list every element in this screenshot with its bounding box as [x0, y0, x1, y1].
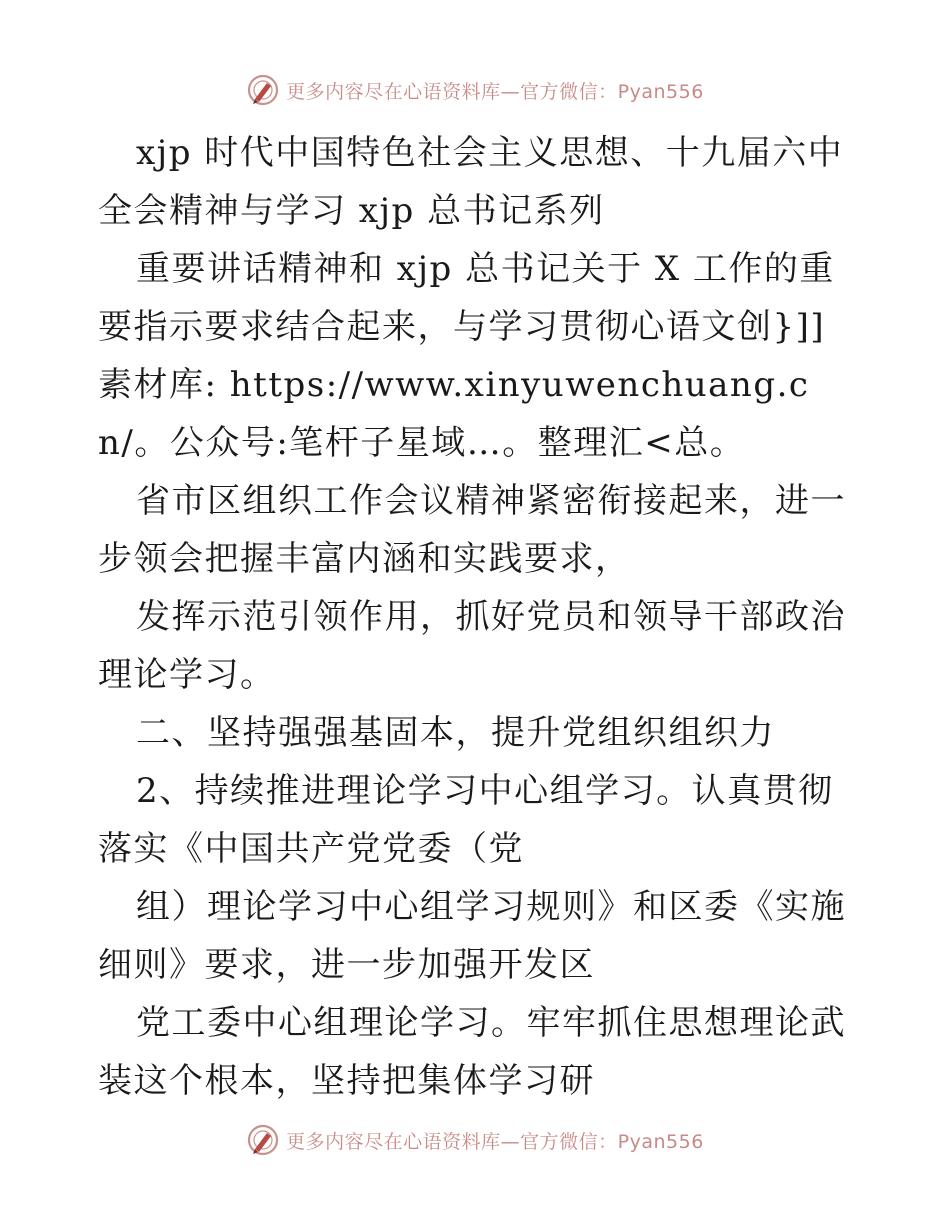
paragraph: 组）理论学习中心组学习规则》和区委《实施细则》要求，进一步加强开发区 [98, 887, 846, 985]
paragraph: xjp 时代中国特色社会主义思想、十九届六中全会精神与学习 xjp 总书记系列 [98, 133, 844, 231]
document-body [98, 124, 858, 1110]
paragraph: 发挥示范引领作用，抓好党员和领导干部政治理论学习。 [98, 597, 846, 695]
paragraph: 党工委中心组理论学习。牢牢抓住思想理论武装这个根本，坚持把集体学习研 [98, 1003, 846, 1101]
pen-logo-icon [246, 73, 280, 107]
paragraph: 省市区组织工作会议精神紧密衔接起来，进一步领会把握丰富内涵和实践要求， [98, 481, 846, 579]
pen-logo-icon [246, 1123, 280, 1157]
paragraph: 重要讲话精神和 xjp 总书记关于 X 工作的重要指示要求结合起来，与学习贯彻心语文创}]]素材库: https://www.xinyuwenchuang.cn/。公众号:笔杆子星域…。整理汇<总。 [98, 249, 835, 463]
watermark-text: 更多内容尽在心语资料库—官方微信：Pyan556 [286, 80, 704, 103]
watermark-header [0, 70, 950, 110]
paragraph: 2、持续推进理论学习中心组学习。认真贯彻落实《中国共产党党委（党 [98, 771, 834, 869]
section-heading: 二、坚持强强基固本，提升党组织组织力 [136, 713, 775, 753]
watermark-text: 更多内容尽在心语资料库—官方微信：Pyan556 [286, 1130, 704, 1153]
watermark-footer [0, 1120, 950, 1160]
